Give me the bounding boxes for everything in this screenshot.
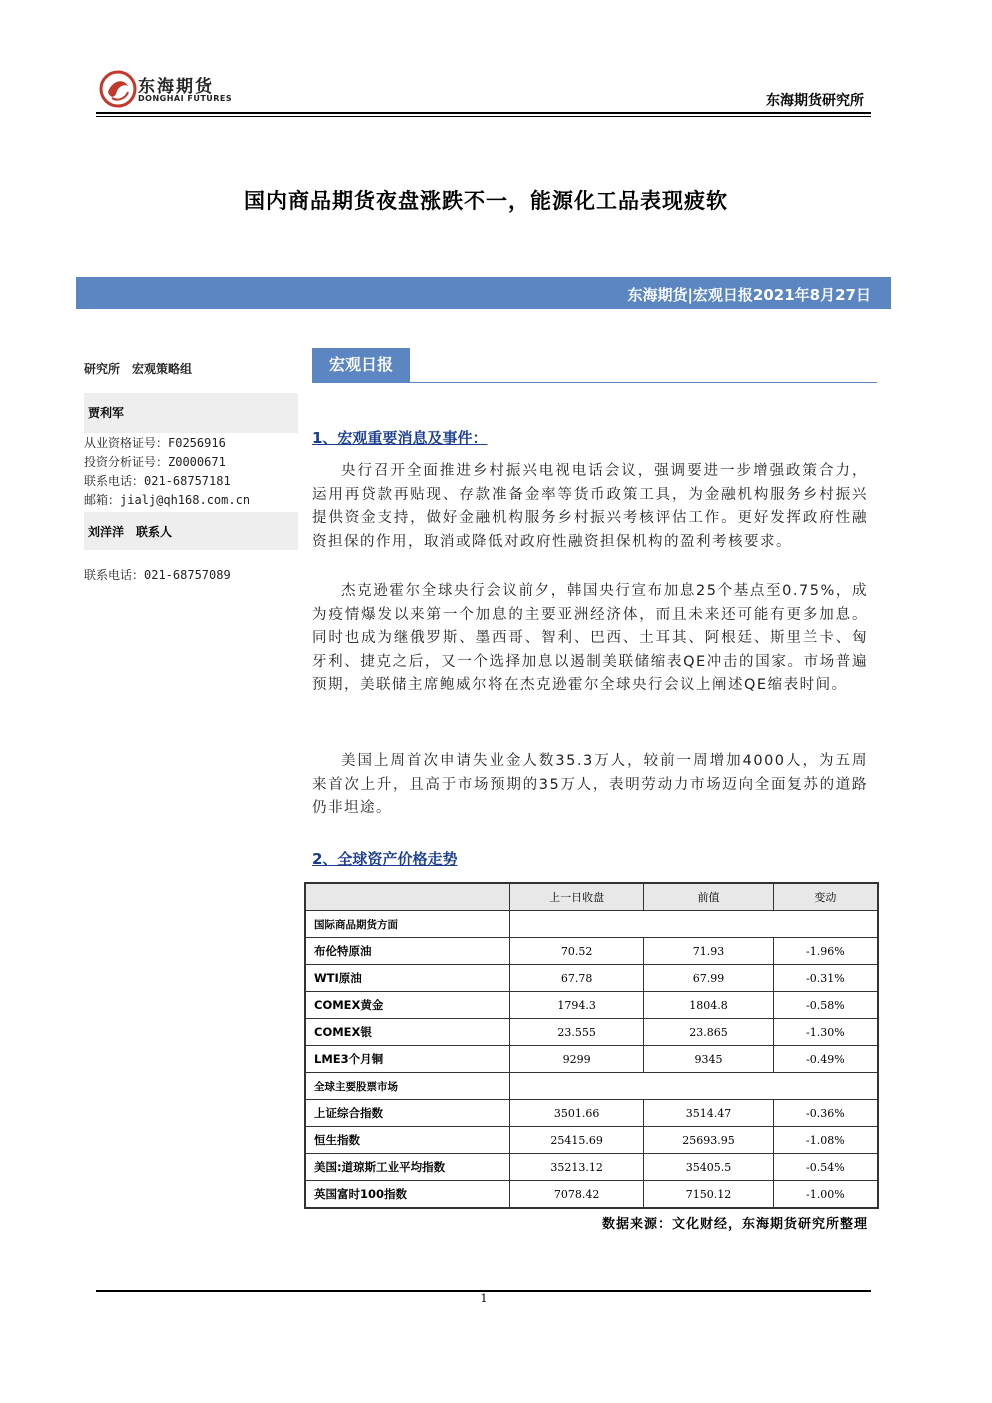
table-cell-label: COMEX银	[305, 1019, 510, 1046]
analyst2-phone: 联系电话：021-68757089	[84, 568, 231, 582]
data-source-note: 数据来源：文化财经，东海期货研究所整理	[601, 1217, 868, 1232]
table-cell: -0.49%	[773, 1046, 878, 1073]
sidebar-dept: 研究所 宏观策略组	[84, 362, 193, 376]
table-header-cell: 上一日收盘	[510, 883, 644, 911]
asset-price-table	[304, 882, 879, 1209]
table-cell: 25415.69	[510, 1127, 644, 1154]
table-cell-label: LME3个月铜	[305, 1046, 510, 1073]
table-row	[305, 1046, 878, 1073]
table-cell: -0.36%	[773, 1100, 878, 1127]
table-cell: 9345	[644, 1046, 774, 1073]
table-cell: 7078.42	[510, 1181, 644, 1209]
table-cell: 23.865	[644, 1019, 774, 1046]
table-header-cell: 变动	[773, 883, 878, 911]
table-cell: 67.99	[644, 965, 774, 992]
table-cell: 3514.47	[644, 1100, 774, 1127]
banner-text: 东海期货|宏观日报2021年8月27日	[627, 286, 871, 304]
table-cell-label: 布伦特原油	[305, 938, 510, 965]
report-title: 国内商品期货夜盘涨跌不一，能源化工品表现疲软	[244, 189, 728, 213]
table-group-row	[305, 911, 878, 938]
table-row	[305, 938, 878, 965]
table-cell: -1.08%	[773, 1127, 878, 1154]
section-tag: 宏观日报	[312, 348, 410, 382]
analyst1-band	[84, 393, 298, 433]
table-cell-label: COMEX黄金	[305, 992, 510, 1019]
table-row	[305, 1154, 878, 1181]
table-row	[305, 1127, 878, 1154]
tag-divider	[312, 382, 877, 383]
table-header-cell: 前值	[644, 883, 774, 911]
table-cell: -1.00%	[773, 1181, 878, 1209]
header-divider-thin	[96, 116, 871, 117]
table-cell: 3501.66	[510, 1100, 644, 1127]
table-group-title: 国际商品期货方面	[305, 911, 510, 938]
table-row	[305, 1100, 878, 1127]
analyst1-line: 联系电话：021-68757181	[84, 474, 231, 488]
analyst1-line: 投资分析证号：Z0000671	[84, 455, 226, 469]
analyst2-name: 刘洋洋 联系人	[88, 525, 173, 539]
analyst1-line: 从业资格证号：F0256916	[84, 436, 226, 450]
donghai-logo-icon	[98, 68, 138, 110]
header-org-name: 东海期货研究所	[766, 93, 864, 109]
table-row	[305, 965, 878, 992]
table-cell: 35213.12	[510, 1154, 644, 1181]
table-cell-label: 恒生指数	[305, 1127, 510, 1154]
table-cell: 25693.95	[644, 1127, 774, 1154]
table-cell: -0.54%	[773, 1154, 878, 1181]
table-cell: 71.93	[644, 938, 774, 965]
section1-paragraph: 央行召开全面推进乡村振兴电视电话会议，强调要进一步增强政策合力，运用再贷款再贴现、存款准备金率等货币政策工具，为金融机构服务乡村振兴提供资金支持，做好金融机构服务乡村振兴考核评估工作。更好发挥政府性融资担保的作用，取消或降低对政府性融资担保机构的盈利考核要求。	[312, 463, 868, 550]
section2-heading: 2、全球资产价格走势	[312, 850, 458, 868]
table-cell: 70.52	[510, 938, 644, 965]
table-cell-label: 上证综合指数	[305, 1100, 510, 1127]
table-cell: 9299	[510, 1046, 644, 1073]
table-row	[305, 992, 878, 1019]
header-divider	[96, 112, 871, 114]
table-cell: -1.96%	[773, 938, 878, 965]
page-number: 1	[480, 1292, 488, 1305]
table-cell: 23.555	[510, 1019, 644, 1046]
table-header-cell	[305, 883, 510, 911]
table-cell: 7150.12	[644, 1181, 774, 1209]
report-banner	[76, 277, 891, 309]
table-row	[305, 1019, 878, 1046]
table-cell: 1804.8	[644, 992, 774, 1019]
section1-paragraph: 杰克逊霍尔全球央行会议前夕，韩国央行宣布加息25个基点至0.75%，成为疫情爆发以来第一个加息的主要亚洲经济体，而且未来还可能有更多加息。同时也成为继俄罗斯、墨西哥、智利、巴西、土耳其、阿根廷、斯里兰卡、匈牙利、捷克之后，又一个选择加息以遏制美联储缩表QE冲击的国家。市场普遍预期，美联储主席鲍威尔将在杰克逊霍尔全球央行会议上阐述QE缩表时间。	[312, 583, 868, 693]
table-cell: 35405.5	[644, 1154, 774, 1181]
table-cell: -1.30%	[773, 1019, 878, 1046]
logo-name-en: DONGHAI FUTURES	[138, 94, 233, 103]
analyst2-band	[84, 512, 298, 550]
table-cell-label: WTI原油	[305, 965, 510, 992]
table-cell: 1794.3	[510, 992, 644, 1019]
table-cell-label: 英国富时100指数	[305, 1181, 510, 1209]
table-cell-label: 美国:道琼斯工业平均指数	[305, 1154, 510, 1181]
table-group-row	[305, 1073, 878, 1100]
table-header-row	[305, 883, 878, 911]
section1-heading: 1、宏观重要消息及事件：	[312, 429, 488, 447]
table-group-title: 全球主要股票市场	[305, 1073, 510, 1100]
table-row	[305, 1181, 878, 1209]
table-cell: -0.31%	[773, 965, 878, 992]
table-cell: 67.78	[510, 965, 644, 992]
analyst1-name: 贾利军	[88, 406, 125, 420]
analyst1-details	[84, 434, 298, 510]
logo-name-cn: 东海期货	[138, 77, 214, 97]
analyst1-email[interactable]: 邮箱：jialj@qh168.com.cn	[84, 493, 251, 507]
section1-paragraph: 美国上周首次申请失业金人数35.3万人，较前一周增加4000人，为五周来首次上升，且高于市场预期的35万人，表明劳动力市场迈向全面复苏的道路仍非坦途。	[312, 753, 868, 816]
table-cell: -0.58%	[773, 992, 878, 1019]
